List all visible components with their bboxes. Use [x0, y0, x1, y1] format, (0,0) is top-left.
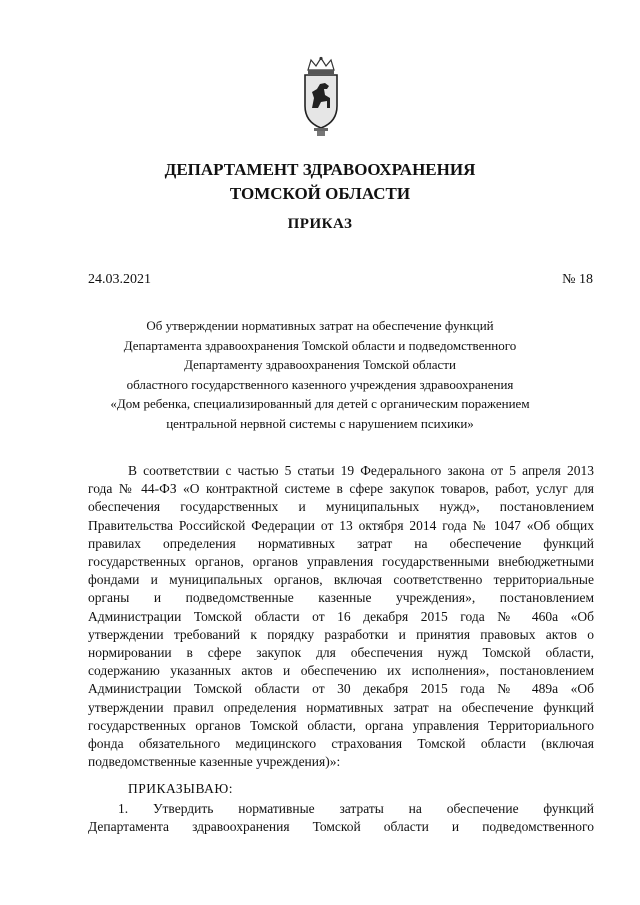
subject-line: областного государственного казенного учреждения здравоохранения: [126, 376, 514, 392]
subject-line: Департамента здравоохранения Томской области и подведомственного: [123, 337, 517, 353]
document-type: ПРИКАЗ: [287, 216, 353, 232]
paragraph-line: подведомственные казенные учреждения)»:: [88, 754, 341, 770]
item-line: 1. Утвердить нормативные затраты на обеспечение функций: [118, 801, 594, 816]
organization-name-line-2: ТОМСКОЙ ОБЛАСТИ: [229, 184, 411, 203]
subject-line: центральной нервной системы с нарушением психики»: [166, 415, 474, 431]
document-number: № 18: [562, 272, 593, 287]
item-line: Департамента здравоохранения Томской области и подведомственного: [88, 819, 594, 835]
paragraph-line: Администрации Томской области от 30 декабря 2015 года № 489а «Об: [88, 681, 594, 697]
document-subject: [40, 316, 600, 433]
paragraph-line: утверждении правил определения нормативных затрат на обеспечение функций: [88, 699, 594, 715]
paragraph-line: правилах определения нормативных затрат на обеспечение функций: [88, 535, 594, 551]
paragraph-line: государственных органов Томской области, органа управления Территориального: [88, 717, 594, 733]
paragraph-line: содержанию указанных актов и обеспечению их исполнения», постановлением: [88, 663, 594, 679]
organization-name-line-1: ДЕПАРТАМЕНТ ЗДРАВООХРАНЕНИЯ: [164, 160, 476, 179]
organization-name: [0, 158, 640, 206]
subject-line: «Дом ребенка, специализированный для детей с органическим поражением: [110, 396, 530, 411]
paragraph-line: фонда обязательного медицинского страхования Томской области (включая: [88, 736, 594, 752]
document-date: 24.03.2021: [88, 272, 151, 287]
paragraph-line: В соответствии с частью 5 статьи 19 Федерального закона от 5 апреля 2013: [128, 463, 594, 478]
paragraph-line: фондами и муниципальных органов, включая соответственно территориальные: [88, 572, 594, 588]
paragraph-line: Администрации Томской области от 16 декабря 2015 года № 460а «Об: [88, 608, 594, 624]
subject-line: Департаменту здравоохранения Томской области: [184, 357, 456, 372]
subject-line: Об утверждении нормативных затрат на обеспечение функций: [146, 318, 494, 333]
order-item-1: [88, 800, 594, 836]
paragraph-line: нормировании в сфере закупок для обеспечения нужд Томской области,: [88, 645, 594, 661]
preamble-paragraph: [88, 462, 594, 771]
paragraph-line: органы и подведомственные казенные учреждения», постановлением: [88, 590, 594, 606]
paragraph-line: государственных органов, органов управления государственными внебюджетными: [88, 554, 594, 570]
paragraph-line: утверждении требований к порядку разработки и принятия правовых актов о: [88, 626, 594, 642]
paragraph-line: года № 44-ФЗ «О контрактной системе в сфере закупок товаров, работ, услуг для: [88, 481, 594, 497]
coat-of-arms-emblem: [300, 56, 342, 138]
paragraph-line: обеспечения государственных и муниципальных нужд», постановлением: [88, 499, 594, 515]
order-directive: ПРИКАЗЫВАЮ:: [128, 781, 233, 796]
paragraph-line: Правительства Российской Федерации от 13 октября 2014 года № 1047 «Об общих: [88, 517, 594, 533]
